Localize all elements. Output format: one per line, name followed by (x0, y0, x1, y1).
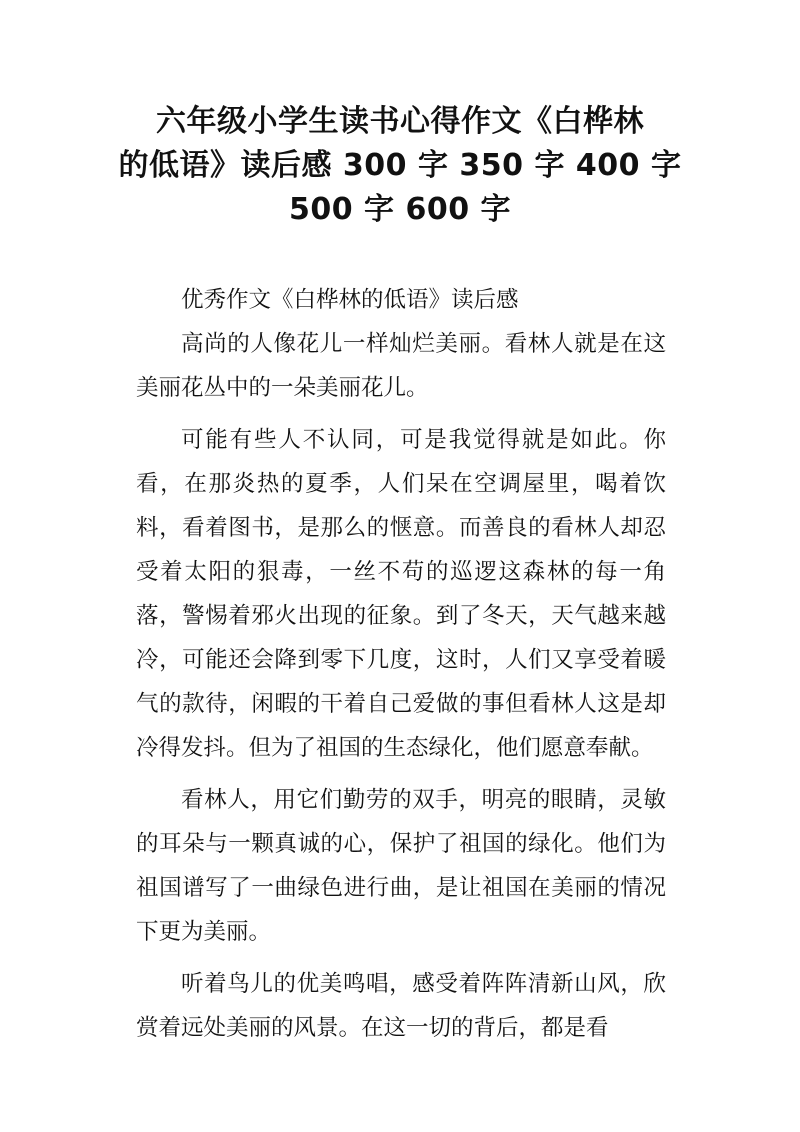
document-title (110, 100, 690, 232)
document-body (136, 278, 666, 1050)
body-paragraph: 高尚的人像花儿一样灿烂美丽。看林人就是在这美丽花丛中的一朵美丽花儿。 (136, 331, 666, 401)
body-paragraph: 看林人，用它们勤劳的双手，明亮的眼睛，灵敏的耳朵与一颗真诚的心，保护了祖国的绿化。他们为祖国谱写了一曲绿色进行曲，是让祖国在美丽的情况下更为美丽。 (136, 787, 666, 945)
subtitle-paragraph: 优秀作文《白桦林的低语》读后感 (181, 287, 519, 313)
body-paragraph: 听着鸟儿的优美鸣唱，感受着阵阵清新山风，欣赏着远处美丽的风景。在这一切的背后，都是看 (136, 971, 666, 1041)
body-paragraph: 可能有些人不认同，可是我觉得就是如此。你看，在那炎热的夏季，人们呆在空调屋里，喝着饮料，看着图书，是那么的惬意。而善良的看林人却忍受着太阳的狠毒，一丝不苟的巡逻这森林的每一角落，警惕着邪火出现的征象。到了冬天，天气越来越冷，可能还会降到零下几度，这时，人们又享受着暖气的款待，闲暇的干着自己爱做的事但看林人这是却冷得发抖。但为了祖国的生态绿化，他们愿意奉献。 (136, 427, 666, 761)
title-line: 500 字 600 字 (288, 192, 512, 227)
title-line: 六年级小学生读书心得作文《白桦林 (156, 104, 644, 139)
title-line: 的低语》读后感 300 字 350 字 400 字 (118, 148, 682, 183)
